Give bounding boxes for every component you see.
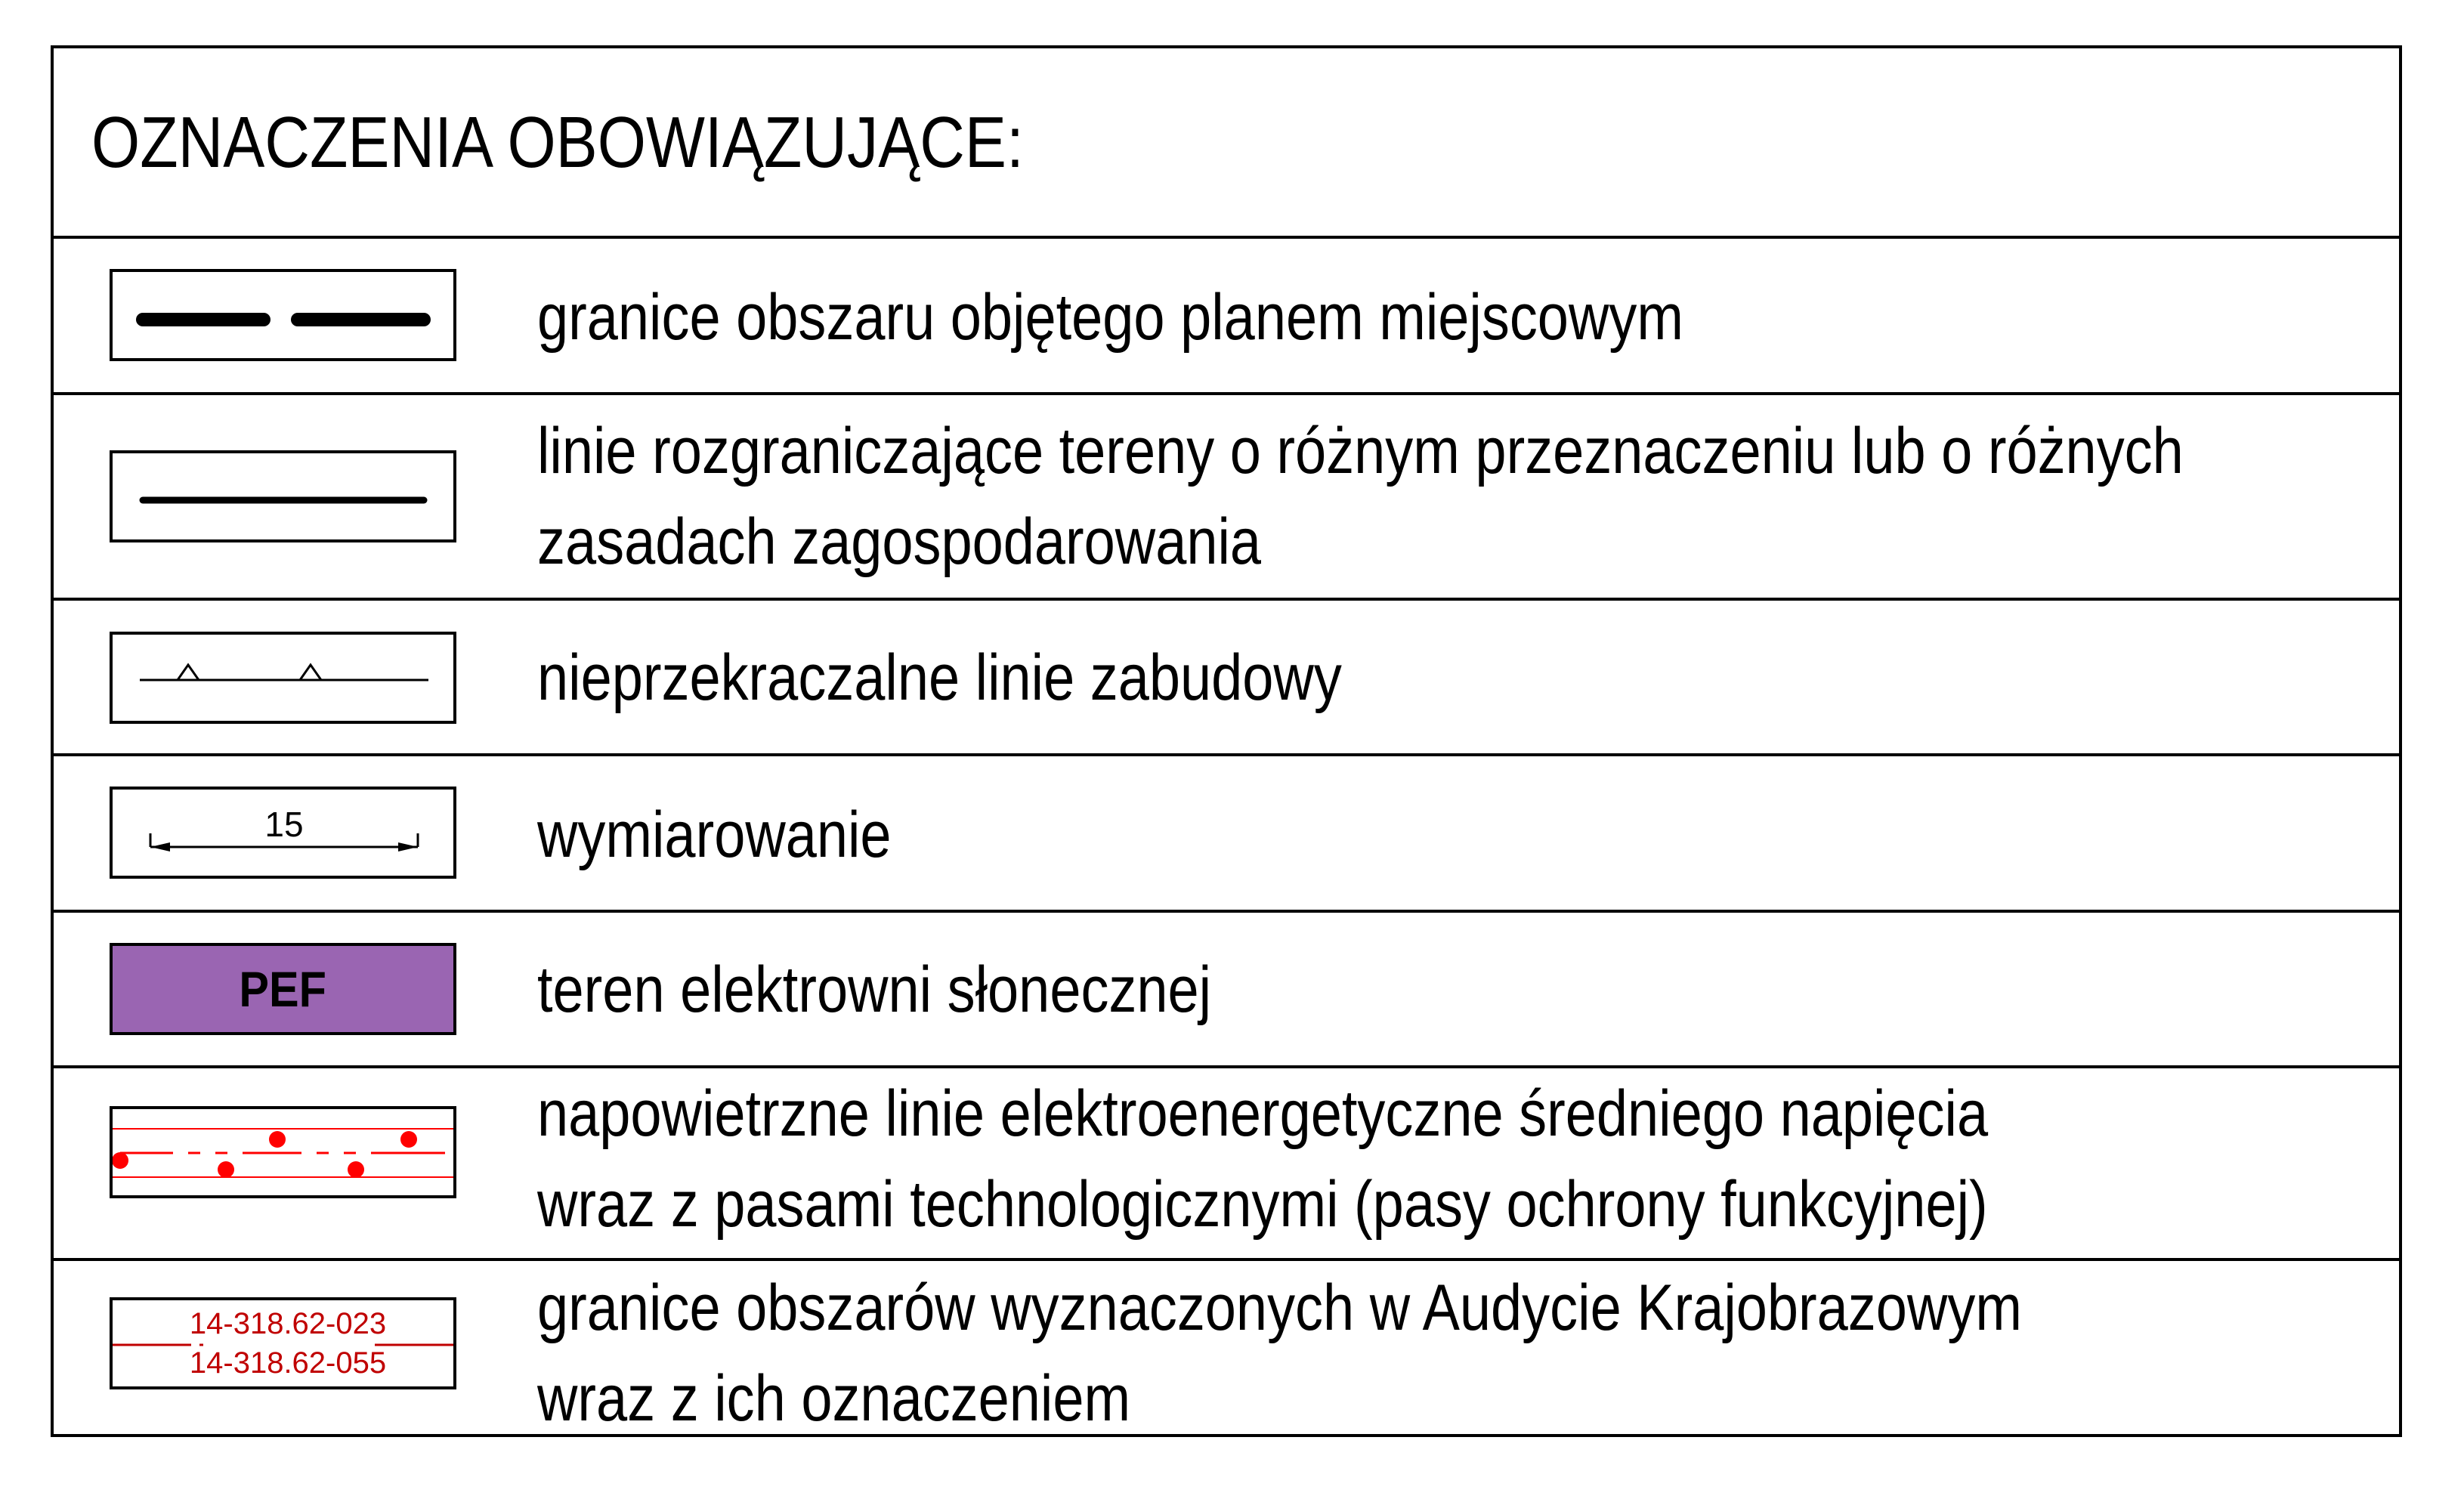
legend-row-description (537, 632, 1342, 723)
legend-row-description (537, 790, 892, 880)
description-line: teren elektrowni słonecznej (537, 953, 1212, 1026)
legend-title: OZNACZENIA OBOWIĄZUJĄCE: (91, 102, 1024, 183)
description-line: granice obszaru objętego planem miejscowym (537, 281, 1683, 354)
description-line: granice obszarów wyznaczonych w Audycie Krajobrazowym (537, 1272, 2022, 1344)
dashed-thick-line-icon (113, 272, 453, 358)
solid-line-symbol (110, 450, 456, 542)
dashed-thick-line-symbol (110, 269, 456, 361)
legend-row-power-lines (54, 1068, 2399, 1261)
description-line: linie rozgraniczające tereny o różnym przeznaczeniu lub o różnych (537, 415, 2184, 487)
purple-area-symbol (110, 943, 456, 1035)
description-line: zasadach zagospodarowania (537, 505, 1262, 578)
pef-label: PEF (239, 961, 327, 1017)
solid-line-icon (113, 453, 453, 539)
description-line: napowietrzne linie elektroenergetyczne średniego napięcia (537, 1077, 1989, 1150)
legend-row-description (537, 944, 1211, 1035)
legend-row-description (537, 1068, 1988, 1250)
legend-row-building-lines (54, 601, 2399, 756)
description-line: nieprzekraczalne linie zabudowy (537, 641, 1342, 714)
red-power-line-symbol (110, 1106, 456, 1198)
dimension-line-symbol (110, 787, 456, 879)
area-code-bottom: 14-318.62-055 (189, 1346, 387, 1380)
legend-header (54, 48, 2399, 239)
description-line: wraz z pasami technologicznymi (pasy ochrony funkcyjnej) (537, 1168, 1988, 1241)
dimension-value: 15 (264, 805, 304, 844)
red-boundary-symbol (110, 1297, 456, 1389)
caret-line-icon (113, 635, 453, 721)
boundary-label-icon (113, 1300, 453, 1386)
dimension-icon (113, 790, 453, 876)
power-line-icon (113, 1109, 453, 1195)
area-code-top: 14-318.62-023 (189, 1307, 387, 1340)
legend-row-description (537, 272, 1683, 363)
legend-row-landscape-audit (54, 1261, 2399, 1434)
legend-row-plan-boundary (54, 239, 2399, 395)
description-line: wraz z ich oznaczeniem (537, 1362, 1131, 1435)
legend-row-description (537, 406, 2184, 587)
legend-row-solar-plant (54, 913, 2399, 1068)
description-line: wymiarowanie (537, 799, 892, 871)
line-with-caret-marks-symbol (110, 632, 456, 724)
legend-row-description (537, 1263, 2022, 1444)
legend-row-demarcation-lines (54, 395, 2399, 601)
legend-row-dimensioning (54, 756, 2399, 913)
legend-table (51, 45, 2402, 1437)
